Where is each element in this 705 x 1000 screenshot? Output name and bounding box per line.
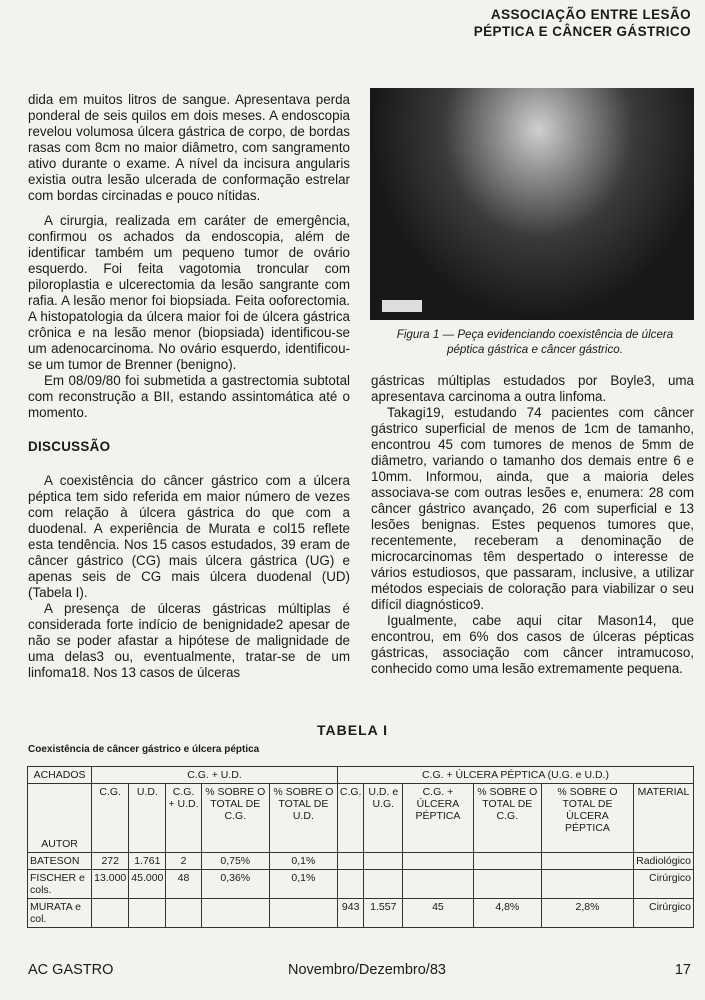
table-cell: [364, 870, 403, 899]
left-paragraph-2: A cirurgia, realizada em caráter de emergência, confirmou os achados da endoscopia, além de identificar também um pequeno tumor de ovário esquerdo. Foi feita vagotomia troncular com piloroplastia e ulcerectomia da lesão sangrante com rafia. A lesão menor foi biopsiada. Feita ooforectomia. A histopatologia da úlcera maior foi de úlcera gástrica crônica e na lesão menor (biopsiada) identificou-se um adenocarcinoma. No ovário esquerdo, identificou-se um tumor de Brenner (benigno).: [28, 213, 350, 372]
table-cell: [364, 853, 403, 870]
table-cell: [541, 853, 633, 870]
left-paragraph-3: Em 08/09/80 foi submetida a gastrectomia subtotal com reconstrução a BII, estando assintomática até o momento.: [28, 373, 350, 420]
column-header: C.G. + U.D.: [166, 784, 201, 853]
column-header: MATERIAL: [634, 784, 694, 853]
caption-line-2: péptica gástrica e câncer gástrico.: [447, 343, 623, 356]
table-cell: 45: [403, 899, 474, 928]
table-cell: 0,1%: [269, 853, 337, 870]
column-header: % SOBRE O TOTAL DE ÚLCERA PÉPTICA: [541, 784, 633, 853]
table-title: TABELA I: [317, 722, 388, 738]
column-header: U.D. e U.G.: [364, 784, 403, 853]
caption-line-1: Figura 1 — Peça evidenciando coexistência de úlcera: [396, 328, 674, 341]
page-number: 17: [674, 962, 691, 978]
table-cell: 0,1%: [269, 870, 337, 899]
column-header: % SOBRE O TOTAL DE C.G.: [201, 784, 269, 853]
column-header: C.G. + ÚLCERA PÉPTICA: [403, 784, 474, 853]
left-paragraph-1: dida em muitos litros de sangue. Apresentava perda ponderal de seis quilos em dois meses. A endoscopia revelou volumosa úlcera gástrica de corpo, de bordas rasas com 8cm no maior diâmetro, com sangramento ativo durante o exame. A nível da incisura angularis existia outra lesão ulcerada de conformação estrelar com bordas circinadas e pouco nítidas.: [28, 92, 350, 203]
table-cell: [403, 870, 474, 899]
table-cell: 943: [337, 899, 364, 928]
table-cell: 1.557: [364, 899, 403, 928]
table-cell: FISCHER e cols.: [28, 870, 92, 899]
column-header: % SOBRE O TOTAL DE U.D.: [269, 784, 337, 853]
table-cell: 272: [92, 853, 129, 870]
table-cell: 2,8%: [541, 899, 633, 928]
table-cell: Cirúrgico: [634, 870, 694, 899]
table-cell: [166, 899, 201, 928]
table-cell: 13.000: [92, 870, 129, 899]
table-subtitle: Coexistência de câncer gástrico e úlcera péptica: [28, 744, 260, 755]
table-cell: 2: [166, 853, 201, 870]
table-cell: [473, 853, 541, 870]
table-cell: 45.000: [129, 870, 166, 899]
table-cell: MURATA e col.: [28, 899, 92, 928]
table-cell: [269, 899, 337, 928]
table-cell: Radiológico: [634, 853, 694, 870]
table-cell: [337, 853, 364, 870]
table-cell: 48: [166, 870, 201, 899]
table-cell: [201, 899, 269, 928]
table-cell: [337, 870, 364, 899]
table-row: [28, 853, 694, 870]
right-column: [371, 373, 694, 677]
column-header: U.D.: [129, 784, 166, 853]
table-cell: [92, 899, 129, 928]
table-cell: 0,75%: [201, 853, 269, 870]
table-cell: [473, 870, 541, 899]
header-line-2: PÉPTICA E CÂNCER GÁSTRICO: [473, 24, 691, 39]
header-achados: ACHADOS: [28, 767, 92, 784]
left-paragraph-4: A coexistência do câncer gástrico com a úlcera péptica tem sido referida em maior número de vezes com relação à úlcera gástrica do que com a duodenal. A experiência de Murata e col15 reflete esta tendência. Nos 15 casos estudados, 39 eram de câncer gástrico (CG) mais úlcera gástrica (UG) e apenas seis de CG mais úlcera duodenal (UD) (Tabela I).: [28, 473, 350, 600]
header-group-2: C.G. + ÚLCERA PÉPTICA (U.G. e U.D.): [337, 767, 693, 784]
right-paragraph-2: Takagi19, estudando 74 pacientes com câncer gástrico superficial de menos de 1cm de tamanho, encontrou 45 com tumores de menos de 5mm de diâmetro, variando o tamanho dos demais entre 6 e 10mm. Informou, ainda, que a maioria deles associava-se com outras lesões e, enumera: 28 com câncer gástrico avançado, 26 com superficial e 13 lesões benignas. Estes pequenos tumores que, recentemente, receberam a denominação de microcarcinomas têm despertado o interesse de vários estudiosos, que passaram, inclusive, a utilizar métodos especiais de coloração para viabilizar o seu difícil diagnóstico9.: [371, 405, 694, 612]
header-group-1: C.G. + U.D.: [92, 767, 338, 784]
table-cell: [403, 853, 474, 870]
table-cell: [541, 870, 633, 899]
table-cell: 1.761: [129, 853, 166, 870]
figure-caption: [380, 327, 690, 357]
scale-bar-icon: [382, 300, 422, 312]
table-cell: 4,8%: [473, 899, 541, 928]
table-row: [28, 870, 694, 899]
right-paragraph-1: gástricas múltiplas estudados por Boyle3, uma apresentava carcinoma a outra linfoma.: [371, 373, 694, 404]
table-cell: Cirúrgico: [634, 899, 694, 928]
left-paragraph-5: A presença de úlceras gástricas múltiplas é considerada forte indício de benignidade2 apesar de não se poder afastar a hipótese de malignidade de uma delas3 ou, eventualmente, tratar-se de um linfoma18. Nos 13 casos de úlceras: [28, 601, 350, 680]
header-line-1: ASSOCIAÇÃO ENTRE LESÃO: [490, 7, 691, 22]
table-cell: [129, 899, 166, 928]
table-cell: 0,36%: [201, 870, 269, 899]
data-table: [27, 766, 694, 928]
footer-journal: AC GASTRO: [28, 962, 114, 978]
left-column: [28, 92, 350, 681]
column-header: % SOBRE O TOTAL DE C.G.: [473, 784, 541, 853]
header-autor: AUTOR: [28, 784, 92, 853]
table-row: [28, 899, 694, 928]
right-paragraph-3: Igualmente, cabe aqui citar Mason14, que encontrou, em 6% dos casos de úlceras pépticas gástricas, associação com câncer intramucoso, conhecido como uma lesão extremamente pequena.: [371, 613, 694, 676]
column-header: C.G.: [337, 784, 364, 853]
figure-photo: [370, 88, 694, 320]
footer-date: Novembro/Dezembro/83: [288, 962, 446, 978]
section-heading-discussao: DISCUSSÃO: [28, 439, 111, 454]
column-header: C.G.: [92, 784, 129, 853]
table-cell: BATESON: [28, 853, 92, 870]
running-header: [474, 6, 691, 40]
